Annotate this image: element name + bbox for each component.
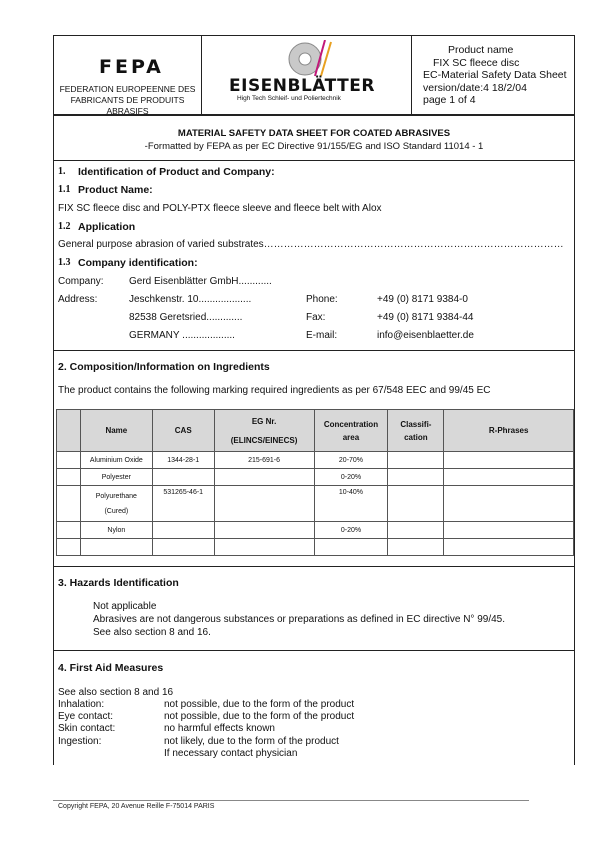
phone-label: Phone: xyxy=(306,294,338,305)
address-label: Address: xyxy=(58,294,98,305)
ingredient-concentration: 20-70% xyxy=(314,452,388,469)
ingredient-name: Aluminium Oxide xyxy=(80,452,152,469)
footer-divider xyxy=(53,800,529,801)
product-name-text: FIX SC fleece disc and POLY-PTX fleece sleeve and fleece belt with Alox xyxy=(58,203,382,214)
divider xyxy=(53,350,575,351)
ingredient-name: Polyester xyxy=(80,469,152,486)
section-4-heading: 4. First Aid Measures xyxy=(58,662,164,674)
section-1-3-heading: Company identification: xyxy=(78,257,198,269)
ingredient-eg xyxy=(214,522,314,539)
first-aid-value: If necessary contact physician xyxy=(164,748,298,759)
product-info xyxy=(423,44,573,107)
divider xyxy=(53,160,575,161)
table-row xyxy=(57,469,574,486)
first-aid-value: not possible, due to the form of the product xyxy=(164,699,355,710)
ingredient-concentration: 0-20% xyxy=(314,469,388,486)
ingredient-eg: 215-691-6 xyxy=(214,452,314,469)
product-name-value: FIX SC fleece disc xyxy=(433,56,520,69)
product-info-cell xyxy=(411,36,574,114)
section-3-heading: 3. Hazards Identification xyxy=(58,577,179,589)
table-row xyxy=(57,486,574,522)
hazards-line-1: Not applicable xyxy=(93,601,157,612)
version-date: version/date:4 18/2/04 xyxy=(423,81,527,94)
abrasive-disc-logo-icon xyxy=(281,40,341,78)
section-2-intro: The product contains the following marking required ingredients as per 67/548 EEC and 99/45 EC xyxy=(58,385,491,396)
address-line-1: Jeschkenstr. 10................... xyxy=(129,294,252,305)
email-label: E-mail: xyxy=(306,330,338,341)
fepa-full-name: FEDERATION EUROPEENNE DES FABRICANTS DE PRODUITS ABRASIFS xyxy=(59,84,196,116)
product-name-label: Product name xyxy=(448,44,514,56)
ingredient-eg xyxy=(214,469,314,486)
first-aid-value: not likely, due to the form of the product xyxy=(164,736,339,747)
section-2-heading: 2. Composition/Information on Ingredients xyxy=(58,361,270,373)
table-header-classification: Classifi- cation xyxy=(388,410,444,452)
ingredient-cas: 531265-46-1 xyxy=(152,486,214,522)
divider xyxy=(53,566,575,567)
table-header-row xyxy=(57,410,574,452)
copyright-footer: Copyright FEPA, 20 Avenue Reille F-75014 PARIS xyxy=(58,803,215,810)
first-aid-label: Inhalation: xyxy=(58,699,105,710)
company-label: Company: xyxy=(58,276,104,287)
ingredient-cas: 1344-28-1 xyxy=(152,452,214,469)
table-header-r-phrases: R-Phrases xyxy=(444,410,574,452)
table-header-blank xyxy=(57,410,81,452)
ingredient-cas xyxy=(152,469,214,486)
application-text: General purpose abrasion of varied substrates……………………………………………………………………………… xyxy=(58,239,564,250)
section-1-1-number: 1.1 xyxy=(58,184,71,195)
address-line-3: GERMANY ................... xyxy=(129,330,235,341)
hazards-line-3: See also section 8 and 16. xyxy=(93,627,211,638)
page-number: page 1 of 4 xyxy=(423,94,476,106)
company-logo-cell xyxy=(201,36,412,114)
first-aid-value: no harmful effects known xyxy=(164,723,275,734)
section-1-heading: Identification of Product and Company: xyxy=(78,166,275,178)
fepa-cell xyxy=(54,36,202,114)
fax-label: Fax: xyxy=(306,312,326,323)
section-1-3-number: 1.3 xyxy=(58,257,71,268)
document-header xyxy=(53,35,575,115)
sheet-type: EC-Material Safety Data Sheet xyxy=(423,69,567,81)
fepa-logo: FEPA xyxy=(99,56,164,78)
hazards-line-2: Abrasives are not dangerous substances or preparations as defined in EC directive N° 99/45. xyxy=(93,614,506,625)
section-1-number: 1. xyxy=(58,166,66,177)
company-value: Gerd Eisenblätter GmbH............ xyxy=(129,276,272,287)
ingredient-cas xyxy=(152,522,214,539)
company-tagline: High Tech Schleif- und Poliertechnik xyxy=(237,95,341,102)
address-line-2: 82538 Geretsried............. xyxy=(129,312,243,323)
first-aid-label: Ingestion: xyxy=(58,736,102,747)
table-header-cas: CAS xyxy=(152,410,214,452)
fax-value: +49 (0) 8171 9384-44 xyxy=(377,312,474,323)
ingredients-table xyxy=(56,409,574,556)
table-row xyxy=(57,522,574,539)
email-value[interactable]: info@eisenblaetter.de xyxy=(377,330,474,341)
table-row xyxy=(57,539,574,556)
section-1-2-number: 1.2 xyxy=(58,221,71,232)
phone-value: +49 (0) 8171 9384-0 xyxy=(377,294,468,305)
first-aid-value: not possible, due to the form of the product xyxy=(164,711,355,722)
ingredient-concentration: 10-40% xyxy=(314,486,388,522)
section-1-2-heading: Application xyxy=(78,221,136,233)
section-1-1-heading: Product Name: xyxy=(78,184,153,196)
ingredient-eg xyxy=(214,486,314,522)
table-row xyxy=(57,452,574,469)
table-header-concentration: Concentration area xyxy=(314,410,388,452)
ingredient-name: Nylon xyxy=(80,522,152,539)
document-subtitle: -Formatted by FEPA as per EC Directive 91/155/EG and ISO Standard 11014 - 1 xyxy=(144,141,484,152)
document-title: MATERIAL SAFETY DATA SHEET FOR COATED ABRASIVES xyxy=(177,128,451,139)
first-aid-label: Eye contact: xyxy=(58,711,114,722)
first-aid-intro: See also section 8 and 16 xyxy=(58,687,174,698)
table-header-eg: EG Nr. (ELINCS/EINECS) xyxy=(214,410,314,452)
ingredient-concentration: 0-20% xyxy=(314,522,388,539)
company-logo-text: EISENBLÄTTER xyxy=(229,76,375,96)
table-header-name: Name xyxy=(80,410,152,452)
ingredient-name: Polyurethane (Cured) xyxy=(80,486,152,522)
divider xyxy=(53,650,575,651)
first-aid-label: Skin contact: xyxy=(58,723,116,734)
